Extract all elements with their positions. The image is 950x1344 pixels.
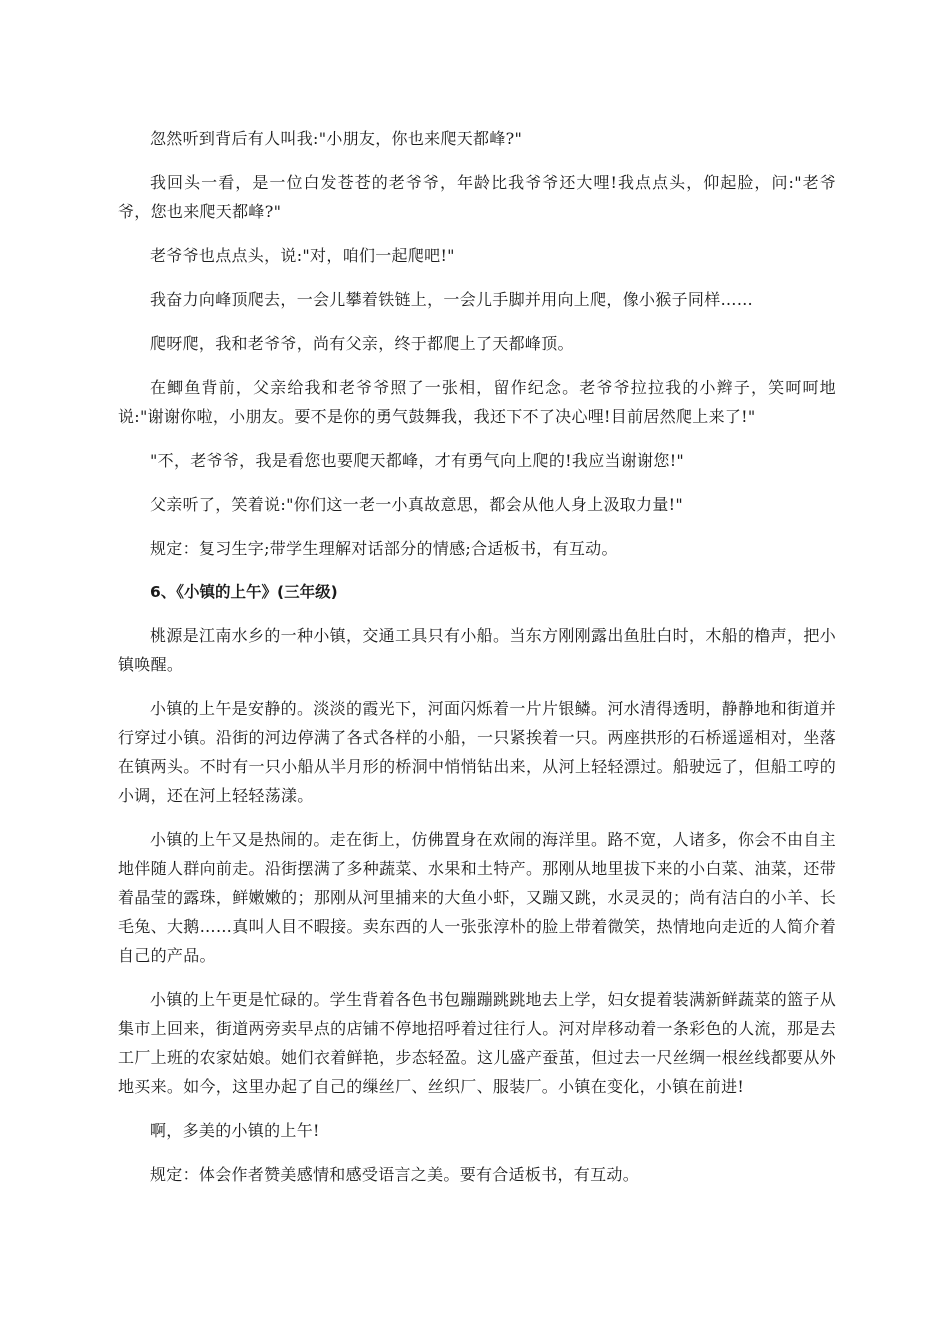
paragraph: 啊，多美的小镇的上午! [150, 1121, 320, 1140]
paragraph: 小镇的上午更是忙碌的。学生背着各色书包蹦蹦跳跳地去上学，妇女提着装满新鲜蔬菜的篮子从集市上回来，街道两旁卖早点的店铺不停地招呼着过往行人。河对岸移动着一条彩色的人流，那是去工厂上班的农家姑娘。她们衣着鲜艳，步态轻盈。这儿盛产蚕茧，但过去一尺丝绸一根丝线都要从外地买来。如今，这里办起了自己的缫丝厂、丝织厂、服装厂。小镇在变化，小镇在前进! [118, 990, 836, 1096]
requirement-note: 规定：体会作者赞美感情和感受语言之美。要有合适板书，有互动。 [150, 1165, 640, 1184]
paragraph: 小镇的上午又是热闹的。走在街上，仿佛置身在欢闹的海洋里。路不宽，人诸多，你会不由自主地伴随人群向前走。沿街摆满了多种蔬菜、水果和土特产。那刚从地里拔下来的小白菜、油菜，还带着晶莹的露珠，鲜嫩嫩的；那刚从河里捕来的大鱼小虾，又蹦又跳，水灵灵的；尚有洁白的小羊、长毛兔、大鹅……真叫人目不暇接。卖东西的人一张张淳朴的脸上带着微笑，热情地向走近的人简介着自己的产品。 [118, 830, 836, 965]
paragraph: 父亲听了，笑着说:"你们这一老一小真故意思，都会从他人身上汲取力量!" [150, 495, 684, 514]
paragraph: 在鲫鱼背前，父亲给我和老爷爷照了一张相，留作纪念。老爷爷拉拉我的小辫子，笑呵呵地说:"谢谢你啦，小朋友。要不是你的勇气鼓舞我，我还下不了决心哩!目前居然爬上来了!" [118, 378, 836, 426]
paragraph: 小镇的上午是安静的。淡淡的霞光下，河面闪烁着一片片银鳞。河水清得透明，静静地和街道并行穿过小镇。沿街的河边停满了各式各样的小船，一只紧挨着一只。两座拱形的石桥遥遥相对，坐落在镇两头。不时有一只小船从半月形的桥洞中悄悄钻出来，从河上轻轻漂过。船驶远了，但船工哼的小调，还在河上轻轻荡漾。 [118, 699, 836, 805]
paragraph: 爬呀爬，我和老爷爷，尚有父亲，终于都爬上了天都峰顶。 [150, 334, 574, 353]
paragraph: "不，老爷爷，我是看您也要爬天都峰，才有勇气向上爬的!我应当谢谢您!" [150, 451, 685, 470]
requirement-note: 规定：复习生字;带学生理解对话部分的情感;合适板书，有互动。 [150, 539, 618, 558]
paragraph: 我回头一看，是一位白发苍苍的老爷爷，年龄比我爷爷还大哩!我点点头，仰起脸，问:"老爷爷，您也来爬天都峰?" [118, 173, 836, 221]
paragraph: 老爷爷也点点头，说:"对，咱们一起爬吧!" [150, 246, 455, 265]
paragraph: 桃源是江南水乡的一种小镇，交通工具只有小船。当东方刚刚露出鱼肚白时，木船的橹声，把小镇唤醒。 [118, 626, 836, 674]
paragraph: 我奋力向峰顶爬去，一会儿攀着铁链上，一会儿手脚并用向上爬，像小猴子同样…… [150, 290, 754, 309]
paragraph: 忽然听到背后有人叫我:"小朋友，你也来爬天都峰?" [150, 129, 523, 148]
section-heading: 6、《小镇的上午》(三年级) [150, 583, 338, 601]
document-body [118, 124, 836, 1204]
